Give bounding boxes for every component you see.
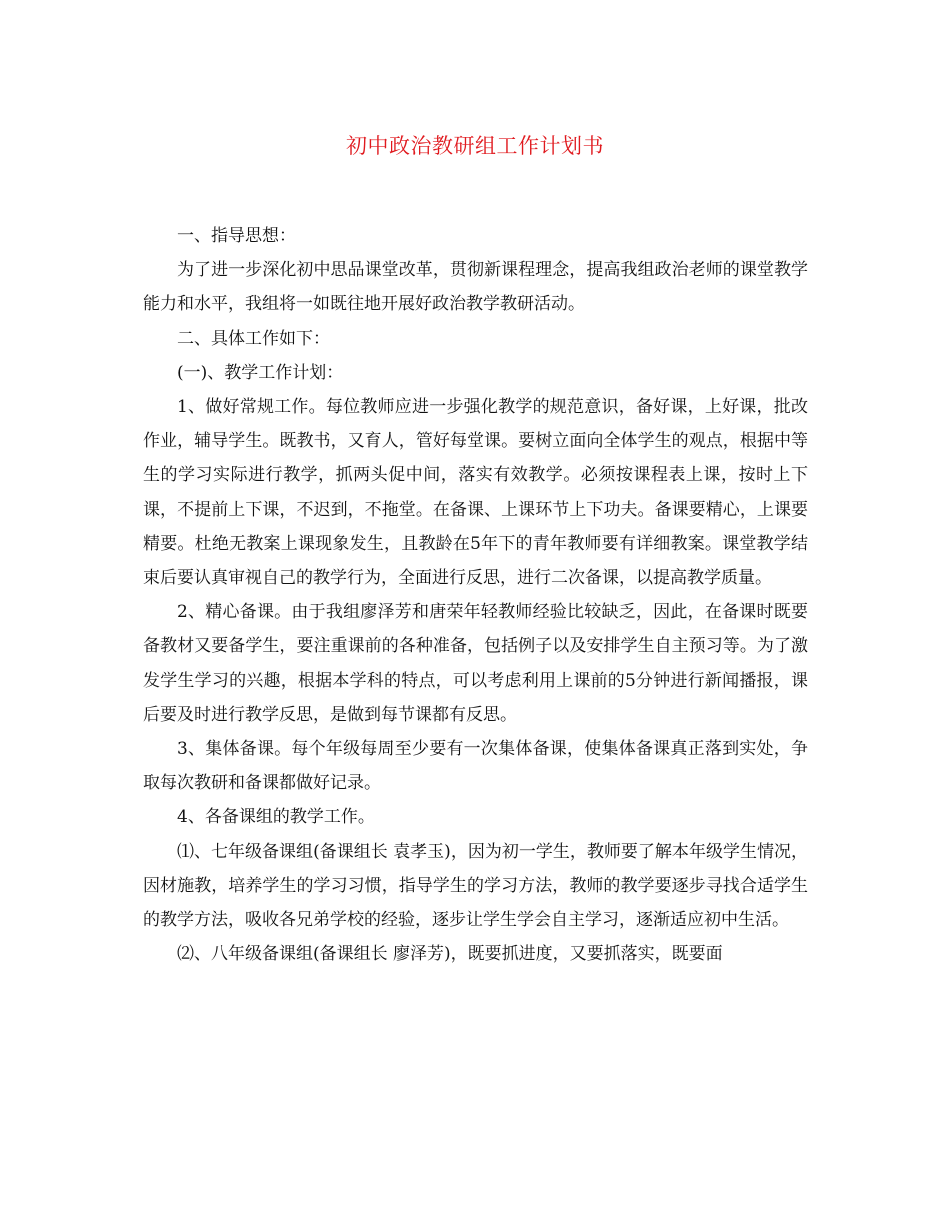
paragraph-routine-work: 1、做好常规工作。每位教师应进一步强化教学的规范意识，备好课，上好课，批改作业，辅导学生。既教书，又育人，管好每堂课。要树立面向全体学生的观点，根据中等生的学习实际进行教学，抓两头促中间，落实有效教学。必须按课程表上课，按时上下课，不提前上下课，不迟到，不拖堂。在备课、上课环节上下功夫。备课要精心，上课要精要。杜绝无教案上课现象发生，且教龄在5年下的青年教师要有详细教案。课堂教学结束后要认真审视自己的教学行为，全面进行反思，进行二次备课，以提高教学质量。 xyxy=(143,397,808,589)
paragraph-guiding-ideology: 为了进一步深化初中思品课堂改革，贯彻新课程理念，提高我组政治老师的课堂教学能力和水平，我组将一如既往地开展好政治教学教研活动。 xyxy=(143,260,808,315)
paragraph-group-prep: 3、集体备课。每个年级每周至少要有一次集体备课，使集体备课真正落到实处，争取每次教研和备课都做好记录。 xyxy=(143,739,808,794)
heading-group-teaching: 4、各备课组的教学工作。 xyxy=(177,807,375,828)
paragraph-lesson-prep: 2、精心备课。由于我组廖泽芳和唐荣年轻教师经验比较缺乏，因此，在备课时既要备教材又要备学生，要注重课前的各种准备，包括例子以及安排学生自主预习等。为了激发学生学习的兴趣，根据本学科的特点，可以考虑利用上课前的5分钟进行新闻播报，课后要及时进行教学反思，是做到每节课都有反思。 xyxy=(143,602,808,725)
document-body xyxy=(143,219,808,971)
paragraph-grade-seven: ⑴、七年级备课组(备课组长 袁孝玉)，因为初一学生，教师要了解本年级学生情况，因材施教，培养学生的学习习惯，指导学生的学习方法，教师的教学要逐步寻找合适学生的教学方法，吸收各兄弟学校的经验，逐步让学生学会自主学习，逐渐适应初中生活。 xyxy=(143,841,808,931)
heading-teaching-plan: (一)、教学工作计划： xyxy=(177,362,344,383)
heading-guiding-ideology: 一、指导思想： xyxy=(177,226,296,246)
heading-specific-work: 二、具体工作如下： xyxy=(177,328,330,349)
paragraph-grade-eight: ⑵、八年级备课组(备课组长 廖泽芳)，既要抓进度，又要抓落实，既要面 xyxy=(177,944,723,965)
document-title: 初中政治教研组工作计划书 xyxy=(346,134,604,158)
